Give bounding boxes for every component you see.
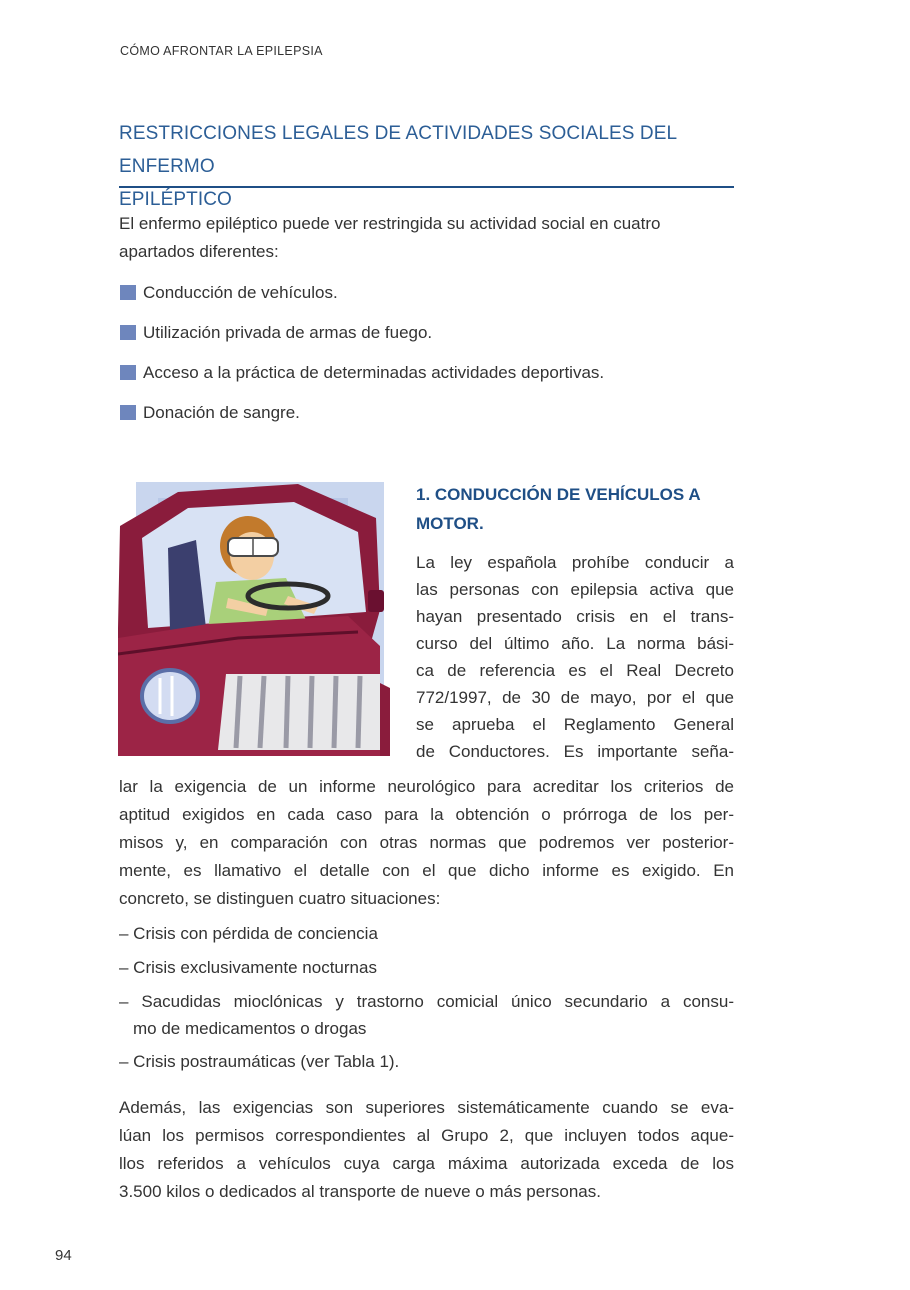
list-item-text: – Sacudidas mioclónicas y trastorno comicial único secundario a consu- — [119, 992, 734, 1011]
text-line: curso del último año. La norma bási- — [416, 634, 734, 653]
list-item — [119, 281, 734, 321]
list-item-text: – Crisis exclusivamente nocturnas — [119, 958, 377, 977]
list-item-text: Conducción de vehículos. — [143, 283, 338, 302]
restriction-list — [119, 281, 734, 441]
list-item — [119, 321, 734, 361]
page-number: 94 — [55, 1247, 72, 1264]
list-item-text: mo de medicamentos o drogas — [133, 1019, 367, 1038]
square-bullet-icon — [120, 405, 136, 420]
title-divider — [119, 186, 734, 188]
text-line: lúan los permisos correspondientes al Grupo 2, que incluyen todos aque- — [119, 1126, 734, 1145]
square-bullet-icon — [120, 325, 136, 340]
text-line: las personas con epilepsia activa que — [416, 580, 734, 599]
text-line: ca de referencia es el Real Decreto — [416, 661, 734, 680]
section-title-line: EPILÉPTICO — [119, 189, 232, 210]
list-item-text: – Crisis con pérdida de conciencia — [119, 924, 378, 943]
text-line: de Conductores. Es importante seña- — [416, 742, 734, 761]
text-line: llos referidos a vehículos cuya carga máxima autorizada exceda de los — [119, 1154, 734, 1173]
list-item-text: Acceso a la práctica de determinadas actividades deportivas. — [143, 363, 605, 382]
list-item — [119, 920, 734, 947]
paragraph-side — [416, 549, 734, 765]
section-title — [119, 117, 734, 216]
running-head: CÓMO AFRONTAR LA EPILEPSIA — [120, 44, 323, 58]
list-item-text: Utilización privada de armas de fuego. — [143, 323, 433, 342]
list-item — [119, 988, 734, 1042]
square-bullet-icon — [120, 365, 136, 380]
list-item — [119, 361, 734, 401]
intro-line: El enfermo epiléptico puede ver restringida su actividad social en cuatro — [119, 214, 661, 233]
list-item-text: Donación de sangre. — [143, 403, 300, 422]
text-line: mente, es llamativo el detalle con el que dicho informe es exigido. En — [119, 861, 734, 880]
subsection-title-line: 1. CONDUCCIÓN DE VEHÍCULOS A — [416, 485, 701, 504]
text-line: 3.500 kilos o dedicados al transporte de nueve o más personas. — [119, 1182, 601, 1201]
list-item — [119, 954, 734, 981]
text-line: concreto, se distinguen cuatro situaciones: — [119, 889, 441, 908]
driver-car-illustration — [118, 478, 390, 756]
intro-line: apartados diferentes: — [119, 242, 279, 261]
situations-list — [119, 920, 734, 1082]
list-item-text: – Crisis postraumáticas (ver Tabla 1). — [119, 1052, 400, 1071]
paragraph-full — [119, 773, 734, 913]
text-line: se aprueba el Reglamento General — [416, 715, 734, 734]
text-line: aptitud exigidos en cada caso para la obtención o prórroga de los per- — [119, 805, 734, 824]
text-line: La ley española prohíbe conducir a — [416, 553, 734, 572]
text-line: lar la exigencia de un informe neurológico para acreditar los criterios de — [119, 777, 734, 796]
text-line: misos y, en comparación con otras normas que podremos ver posterior- — [119, 833, 734, 852]
text-line: hayan presentado crisis en el trans- — [416, 607, 734, 626]
paragraph-end — [119, 1094, 734, 1206]
subsection-title-line: MOTOR. — [416, 514, 484, 533]
text-line: 772/1997, de 30 de mayo, por el que — [416, 688, 734, 707]
list-item — [119, 401, 734, 441]
intro-paragraph — [119, 210, 734, 266]
subsection-title — [416, 480, 716, 538]
list-item — [119, 1048, 734, 1075]
section-title-line: RESTRICCIONES LEGALES DE ACTIVIDADES SOCIALES DEL ENFERMO — [119, 123, 677, 177]
square-bullet-icon — [120, 285, 136, 300]
text-line: Además, las exigencias son superiores sistemáticamente cuando se eva- — [119, 1098, 734, 1117]
